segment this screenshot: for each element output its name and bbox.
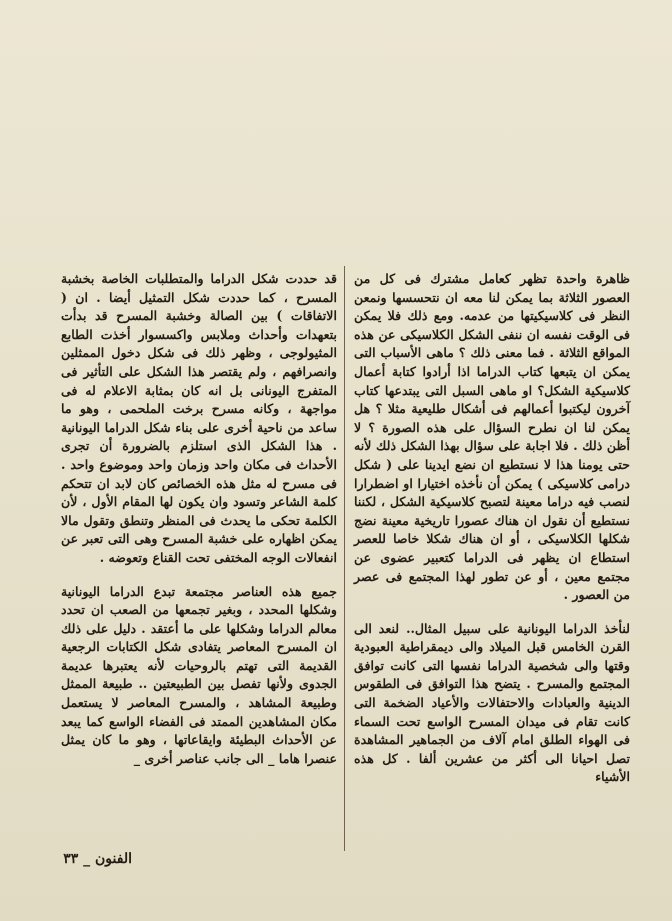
column-divider [344, 266, 345, 851]
paragraph: ظاهرة واحدة تظهر كعامل مشترك فى كل من العصور الثلاثة بما يمكن لنا معه ان نتحسسها ونمعن النظر فى كلاسيكيتها من عدمه. ومع ذلك فلا يمكن فى الوقت نفسه ان ننفى الشكل الكلاسيكى عن هذه المواقع الثلاثة . فما معنى ذلك ؟ ماهى الأسباب التى يمكن ان يتبعها كتاب الدراما اذا أرادوا كتابة أعمال كلاسيكية الشكل؟ او ماهى السبل التى يبتدعها كتاب آخرون ليكتبوا أعمالهم فى أشكال طليعية مثلا ؟ هل يمكن لنا ان نطرح السؤال على هذه الصورة ؟ لا أظن ذلك . فلا اجابة على سؤال بهذا الشكل ذلك لأنه حتى يومنا هذا لا نستطيع ان نضع ايدينا على ( شكل درامى كلاسيكى ) يمكن أن نأخذه اختيارا او اضطرارا لنصب فيه دراما معينة لتصبح كلاسيكية الشكل ، لكننا نستطيع أن نقول ان هناك عصورا تاريخية معينة نضج شكلها الكلاسيكى ، أو ان هناك شكلا خاصا للعصر استطاع ان يظهر فى الدراما كتعبير عضوى عن مجتمع معين ، أو عن تطور لهذا المجتمع فى عصر من العصور . [354, 271, 630, 603]
paragraph: قد حددت شكل الدراما والمتطلبات الخاصة بخشبة المسرح ، كما حددت شكل التمثيل أيضا . ان ( الاتفاقات ) بين الصالة وخشبة المسرح قد بدأت بتعهدات وأحداث وملابس واكسسوار أخذت الطابع المثيولوجى ، وظهر ذلك فى شكل دخول الممثلين وانصرافهم ، ولم يقتصر هذا الشكل على التأثير فى المتفرج اليونانى بل انه كان بمثابة الاعلام له فى مواجهة ، وكانه مسرح برخت الملحمى ، وهو ما ساعد من ناحية أخرى على بناء شكل الدراما اليونانية . هذا الشكل الذى استلزم بالضرورة أن تجرى الأحداث فى مكان واحد وزمان واحد وموضوع واحد . فى مسرح له مثل هذه الخصائص كان لابد ان تتحكم كلمة الشاعر وتسود وان يكون لها المقام الأول ، لأن الكلمة تحكى ما يحدث فى المنظر وتنطق وتقول مالا يمكن اظهاره على خشبة المسرح وهى التى تعبر عن انفعالات الوجه المختفى تحت القناع وتعوضه . [61, 271, 337, 565]
page-footer [63, 851, 132, 873]
text-column-left [61, 270, 337, 768]
magazine-name: الفنون [95, 851, 132, 867]
footer-separator: _ [83, 851, 91, 867]
paragraph: جميع هذه العناصر مجتمعة تبدع الدراما اليونانية وشكلها المحدد ، وبغير تجمعها من الصعب ان تحدد معالم الدراما وشكلها على ما أعتقد . دليل على ذلك ان المسرح المعاصر يتفادى شكل الكتابات الرجعية القديمة التى تهتم بالروحيات لأنه يعتبرها عديمة الجدوى ولأنها تفصل بين الطبيعتين .. طبيعة الممثل وطبيعة المشاهد ، والمسرح المعاصر لا يستعمل مكان المشاهدين الممتد فى الفضاء الواسع كما يبعد عن الأحداث البطيئة وايقاعاتها ، وهو ما كان يمثل عنصرا هاما _ الى جانب عناصر أخرى _ [61, 583, 337, 766]
paragraph: لنأخذ الدراما اليونانية على سبيل المثال.. لنعد الى القرن الخامس قبل الميلاد والى ديمقراطية العبودية وقتها والى شخصية الدراما نفسها التى كانت توافق المجتمع والمسرح . يتضح هذا التوافق فى الطقوس الدينية والعبادات والاحتفالات والأعياد الضخمة التى كانت تقام فى ميدان المسرح الواسع تحت السماء فى الهواء الطلق امام آلاف من الجماهير المشاهدة تصل احيانا الى أكثر من عشرين ألفا . كل هذه الأشياء [354, 620, 630, 785]
page-number: ٣٣ [63, 851, 79, 867]
text-column-right [354, 270, 630, 787]
